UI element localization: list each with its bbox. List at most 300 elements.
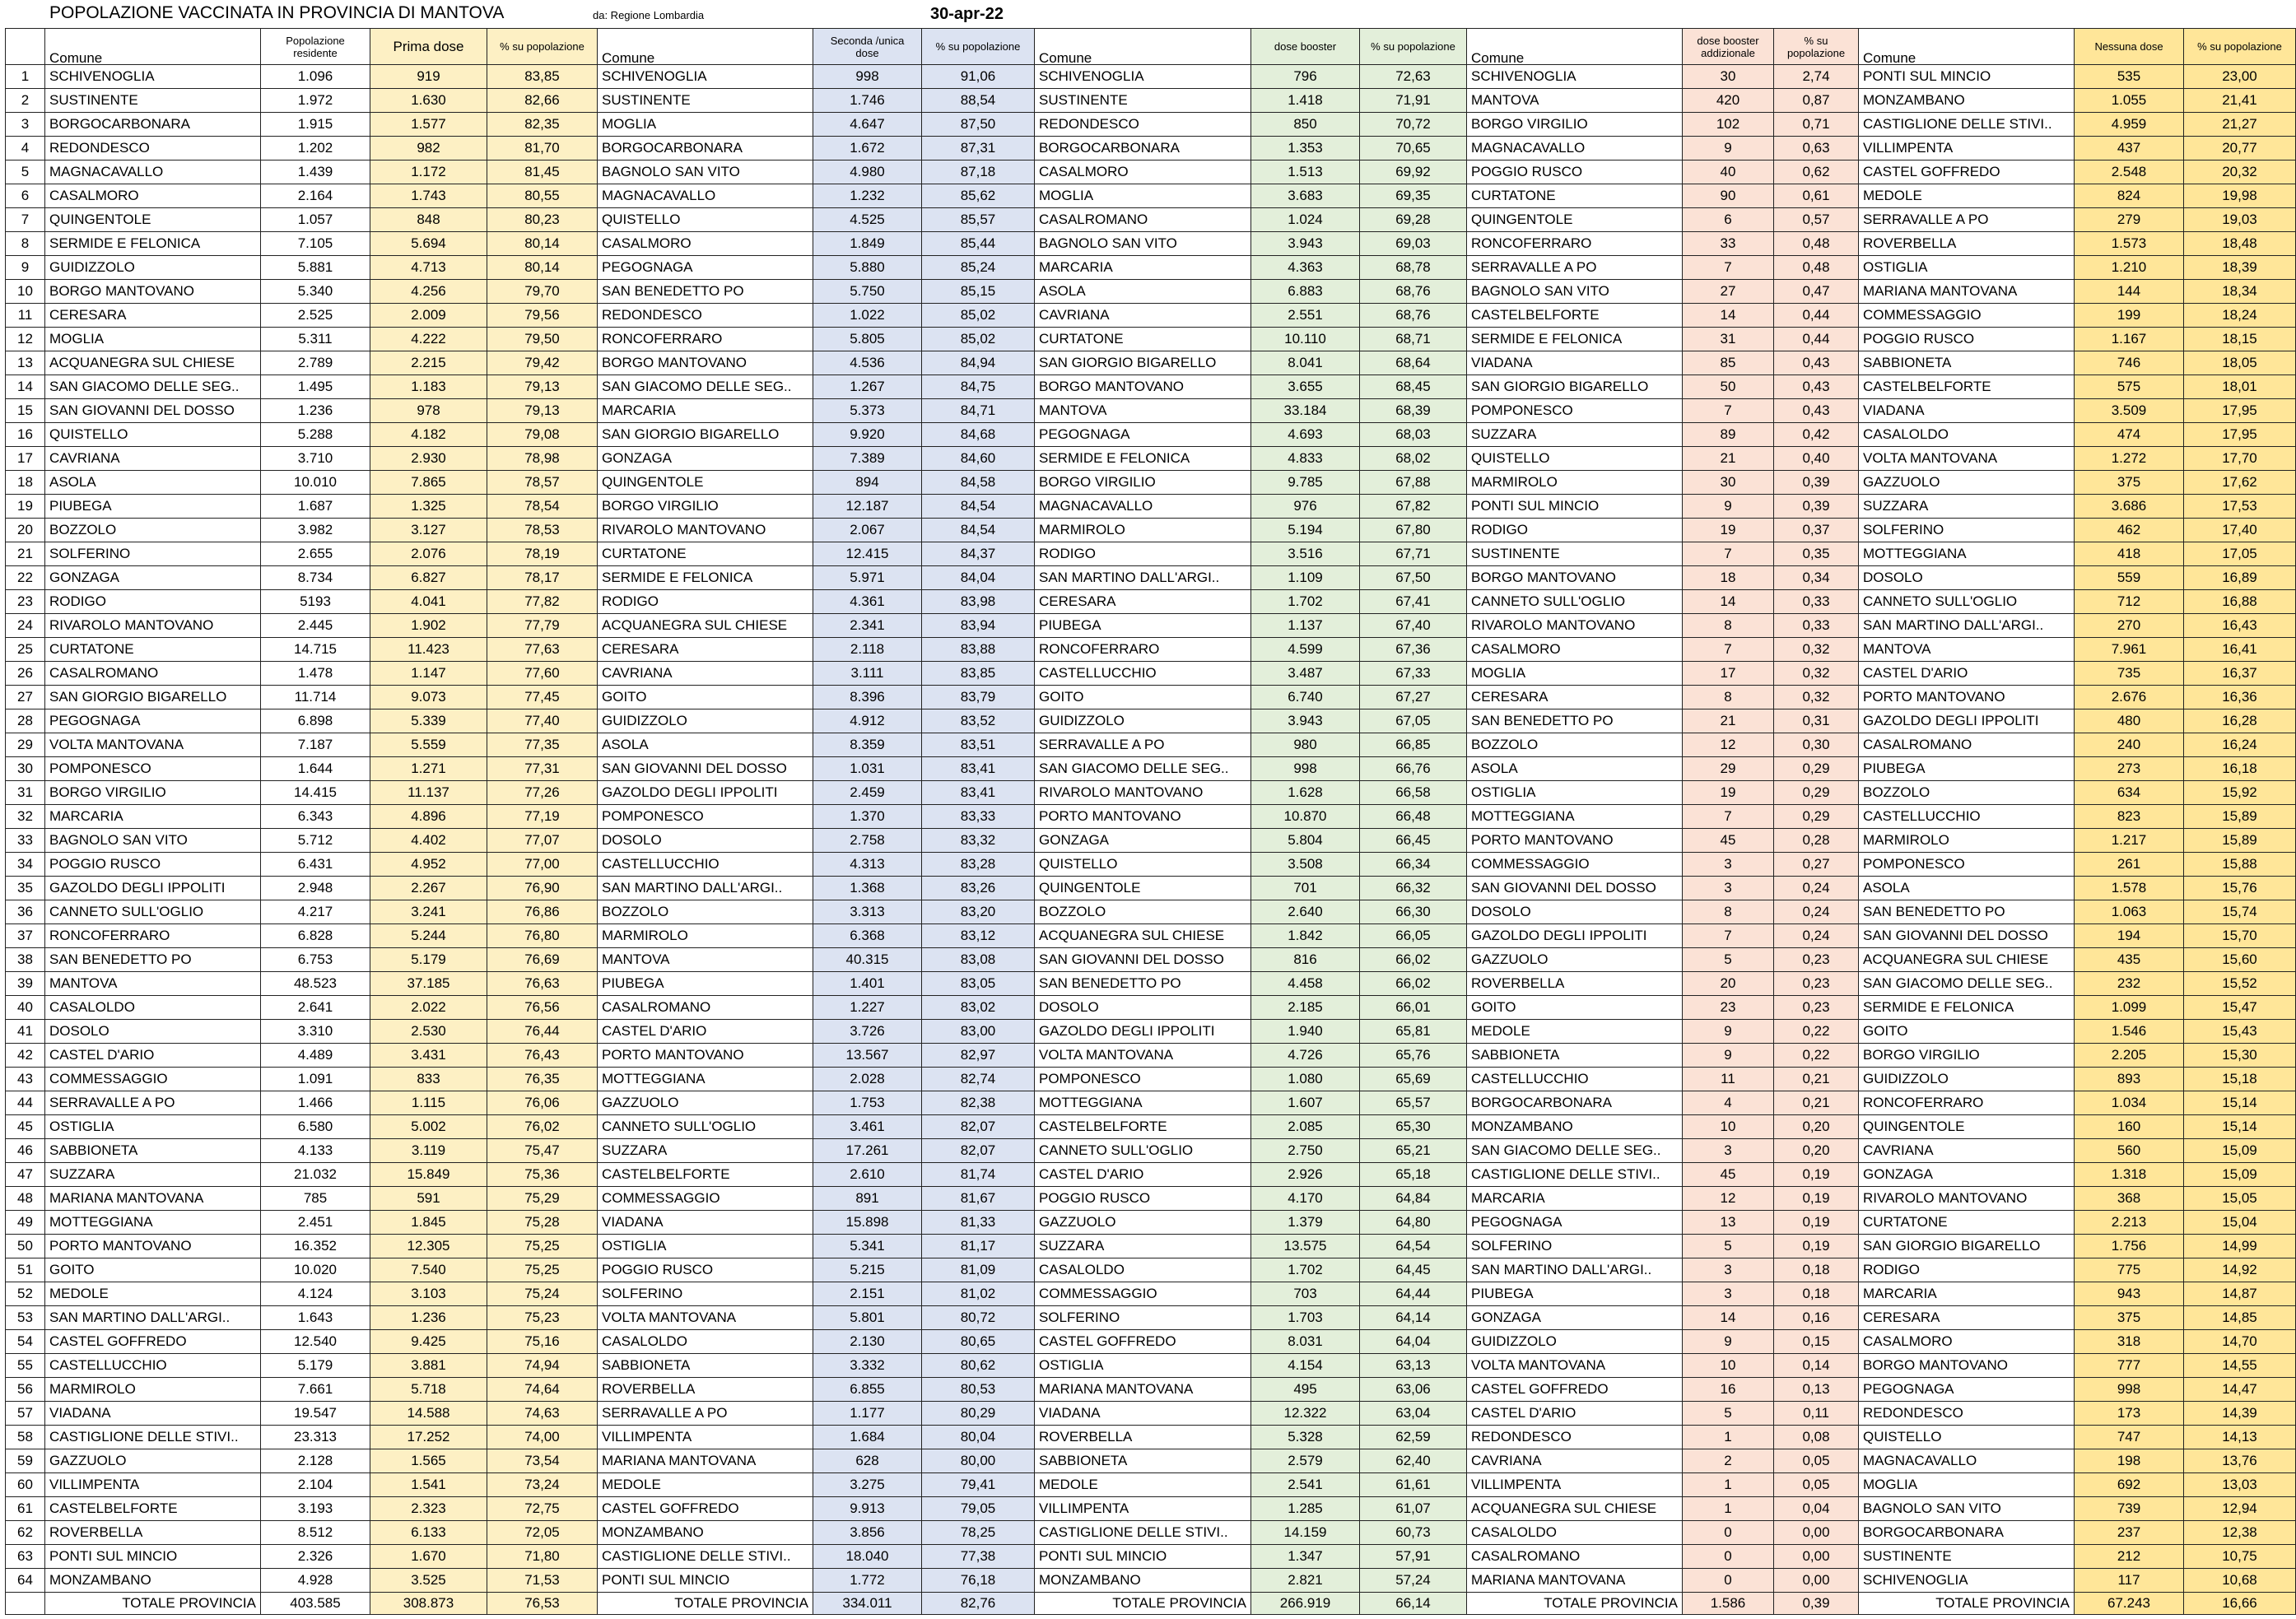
dose-booster-addizionale: 12 xyxy=(1683,1187,1774,1211)
popolazione-residente: 4.133 xyxy=(261,1139,370,1163)
nessuna-dose: 368 xyxy=(2075,1187,2184,1211)
popolazione-residente: 1.236 xyxy=(261,399,370,423)
perc-prima-dose: 73,54 xyxy=(487,1449,598,1473)
comune: CERESARA xyxy=(1467,686,1683,709)
perc-prima-dose: 75,29 xyxy=(487,1187,598,1211)
comune: CERESARA xyxy=(598,638,813,662)
popolazione-residente: 2.655 xyxy=(261,542,370,566)
comune: VIADANA xyxy=(1035,1402,1251,1426)
table-row xyxy=(6,686,2296,709)
comune: VILLIMPENTA xyxy=(1035,1497,1251,1521)
comune: BAGNOLO SAN VITO xyxy=(1467,280,1683,304)
dose-booster-addizionale: 3 xyxy=(1683,1282,1774,1306)
comune: VILLIMPENTA xyxy=(598,1426,813,1449)
comune: SUSTINENTE xyxy=(1467,542,1683,566)
comune: PEGOGNAGA xyxy=(1467,1211,1683,1235)
seconda-dose: 9.913 xyxy=(813,1497,922,1521)
perc-nessuna-dose: 17,95 xyxy=(2184,399,2296,423)
popolazione-residente: 14.715 xyxy=(261,638,370,662)
perc-seconda-dose: 83,26 xyxy=(922,877,1035,900)
perc-dose-booster: 69,03 xyxy=(1360,232,1467,256)
row-index: 64 xyxy=(6,1569,45,1593)
comune: CASALROMANO xyxy=(1035,208,1251,232)
table-row xyxy=(6,1521,2296,1545)
comune: RODIGO xyxy=(45,590,261,614)
dose-booster-addizionale: 14 xyxy=(1683,1306,1774,1330)
dose-booster: 495 xyxy=(1251,1378,1360,1402)
seconda-dose: 12.187 xyxy=(813,495,922,519)
table-row xyxy=(6,113,2296,137)
perc-prima-dose: 77,31 xyxy=(487,757,598,781)
comune: CASTELBELFORTE xyxy=(1859,375,2075,399)
nessuna-dose: 375 xyxy=(2075,471,2184,495)
perc-prima-dose: 75,16 xyxy=(487,1330,598,1354)
seconda-dose: 4.647 xyxy=(813,113,922,137)
perc-nessuna-dose: 15,43 xyxy=(2184,1020,2296,1044)
nessuna-dose: 747 xyxy=(2075,1426,2184,1449)
dose-booster: 1.607 xyxy=(1251,1091,1360,1115)
seconda-dose: 3.313 xyxy=(813,900,922,924)
perc-booster-addizionale: 0,71 xyxy=(1774,113,1859,137)
popolazione-residente: 6.828 xyxy=(261,924,370,948)
seconda-dose: 628 xyxy=(813,1449,922,1473)
prima-dose: 4.182 xyxy=(370,423,487,447)
popolazione-residente: 6.431 xyxy=(261,853,370,877)
comune: QUINGENTOLE xyxy=(598,471,813,495)
perc-booster-addizionale: 0,48 xyxy=(1774,256,1859,280)
prima-dose: 15.849 xyxy=(370,1163,487,1187)
perc-prima-dose: 75,25 xyxy=(487,1235,598,1258)
table-row xyxy=(6,1569,2296,1593)
prima-dose: 982 xyxy=(370,137,487,161)
perc-dose-booster: 66,34 xyxy=(1360,853,1467,877)
comune: GAZOLDO DEGLI IPPOLITI xyxy=(1467,924,1683,948)
row-index: 33 xyxy=(6,829,45,853)
perc-nessuna-dose: 15,14 xyxy=(2184,1091,2296,1115)
perc-prima-dose: 77,60 xyxy=(487,662,598,686)
seconda-dose: 1.746 xyxy=(813,89,922,113)
perc-seconda-dose: 76,18 xyxy=(922,1569,1035,1593)
comune: QUINGENTOLE xyxy=(1859,1115,2075,1139)
dose-booster: 2.541 xyxy=(1251,1473,1360,1497)
comune: QUINGENTOLE xyxy=(1467,208,1683,232)
comune: DOSOLO xyxy=(45,1020,261,1044)
row-index: 39 xyxy=(6,972,45,996)
comune: CASALROMANO xyxy=(1467,1545,1683,1569)
perc-dose-booster: 66,76 xyxy=(1360,757,1467,781)
comune: MAGNACAVALLO xyxy=(598,184,813,208)
prima-dose: 2.215 xyxy=(370,351,487,375)
comune: MOGLIA xyxy=(45,328,261,351)
dose-booster-addizionale: 1 xyxy=(1683,1497,1774,1521)
prima-dose: 5.559 xyxy=(370,733,487,757)
prima-dose: 591 xyxy=(370,1187,487,1211)
perc-prima-dose: 75,23 xyxy=(487,1306,598,1330)
popolazione-residente: 2.104 xyxy=(261,1473,370,1497)
comune: POGGIO RUSCO xyxy=(1467,161,1683,184)
perc-nessuna-dose: 15,88 xyxy=(2184,853,2296,877)
comune: SUZZARA xyxy=(45,1163,261,1187)
header-nessuna-dose: Nessuna dose xyxy=(2075,29,2184,65)
perc-booster-addizionale: 0,32 xyxy=(1774,686,1859,709)
perc-booster-addizionale: 0,21 xyxy=(1774,1091,1859,1115)
nessuna-dose: 559 xyxy=(2075,566,2184,590)
totals-label: TOTALE PROVINCIA xyxy=(598,1593,813,1615)
dose-booster: 8.041 xyxy=(1251,351,1360,375)
perc-nessuna-dose: 14,70 xyxy=(2184,1330,2296,1354)
table-row xyxy=(6,328,2296,351)
row-index: 62 xyxy=(6,1521,45,1545)
row-index: 24 xyxy=(6,614,45,638)
seconda-dose: 1.227 xyxy=(813,996,922,1020)
comune: RONCOFERRARO xyxy=(598,328,813,351)
perc-dose-booster: 64,54 xyxy=(1360,1235,1467,1258)
comune: GUIDIZZOLO xyxy=(1467,1330,1683,1354)
seconda-dose: 2.028 xyxy=(813,1068,922,1091)
perc-nessuna-dose: 18,34 xyxy=(2184,280,2296,304)
perc-dose-booster: 65,81 xyxy=(1360,1020,1467,1044)
dose-booster-addizionale: 14 xyxy=(1683,304,1774,328)
popolazione-residente: 23.313 xyxy=(261,1426,370,1449)
perc-dose-booster: 68,76 xyxy=(1360,304,1467,328)
comune: CASTIGLIONE DELLE STIVI.. xyxy=(1859,113,2075,137)
comune: SAN MARTINO DALL'ARGI.. xyxy=(1035,566,1251,590)
perc-prima-dose: 81,70 xyxy=(487,137,598,161)
comune: MANTOVA xyxy=(1859,638,2075,662)
seconda-dose: 894 xyxy=(813,471,922,495)
nessuna-dose: 480 xyxy=(2075,709,2184,733)
perc-nessuna-dose: 13,76 xyxy=(2184,1449,2296,1473)
seconda-dose: 1.267 xyxy=(813,375,922,399)
comune: CASALOLDO xyxy=(45,996,261,1020)
perc-prima-dose: 76,90 xyxy=(487,877,598,900)
comune: GAZZUOLO xyxy=(1859,471,2075,495)
prima-dose: 5.244 xyxy=(370,924,487,948)
total-perc-prima-dose: 76,53 xyxy=(487,1593,598,1615)
dose-booster: 4.458 xyxy=(1251,972,1360,996)
comune: CERESARA xyxy=(45,304,261,328)
table-row xyxy=(6,829,2296,853)
perc-seconda-dose: 85,44 xyxy=(922,232,1035,256)
dose-booster: 1.379 xyxy=(1251,1211,1360,1235)
perc-nessuna-dose: 10,68 xyxy=(2184,1569,2296,1593)
seconda-dose: 5.341 xyxy=(813,1235,922,1258)
dose-booster-addizionale: 16 xyxy=(1683,1378,1774,1402)
perc-nessuna-dose: 16,18 xyxy=(2184,757,2296,781)
comune: CASTELLUCCHIO xyxy=(45,1354,261,1378)
comune: VILLIMPENTA xyxy=(1859,137,2075,161)
perc-nessuna-dose: 15,52 xyxy=(2184,972,2296,996)
perc-dose-booster: 63,04 xyxy=(1360,1402,1467,1426)
comune: CASTEL D'ARIO xyxy=(598,1020,813,1044)
perc-nessuna-dose: 15,04 xyxy=(2184,1211,2296,1235)
comune: CASALMORO xyxy=(1035,161,1251,184)
comune: MAGNACAVALLO xyxy=(1467,137,1683,161)
perc-booster-addizionale: 0,20 xyxy=(1774,1115,1859,1139)
perc-prima-dose: 78,19 xyxy=(487,542,598,566)
comune: SUZZARA xyxy=(1859,495,2075,519)
comune: MARCARIA xyxy=(1035,256,1251,280)
comune: SERRAVALLE A PO xyxy=(598,1402,813,1426)
comune: PIUBEGA xyxy=(45,495,261,519)
comune: SABBIONETA xyxy=(598,1354,813,1378)
comune: QUISTELLO xyxy=(1035,853,1251,877)
perc-seconda-dose: 83,94 xyxy=(922,614,1035,638)
popolazione-residente: 1.478 xyxy=(261,662,370,686)
nessuna-dose: 777 xyxy=(2075,1354,2184,1378)
perc-prima-dose: 72,75 xyxy=(487,1497,598,1521)
dose-booster-addizionale: 3 xyxy=(1683,1258,1774,1282)
comune: VIADANA xyxy=(45,1402,261,1426)
table-row xyxy=(6,805,2296,829)
perc-dose-booster: 67,88 xyxy=(1360,471,1467,495)
seconda-dose: 1.370 xyxy=(813,805,922,829)
dose-booster: 1.347 xyxy=(1251,1545,1360,1569)
comune: CASTEL D'ARIO xyxy=(1467,1402,1683,1426)
perc-prima-dose: 76,80 xyxy=(487,924,598,948)
comune: SOLFERINO xyxy=(1859,519,2075,542)
nessuna-dose: 1.217 xyxy=(2075,829,2184,853)
perc-dose-booster: 66,01 xyxy=(1360,996,1467,1020)
dose-booster: 1.628 xyxy=(1251,781,1360,805)
popolazione-residente: 6.343 xyxy=(261,805,370,829)
perc-dose-booster: 64,45 xyxy=(1360,1258,1467,1282)
comune: MONZAMBANO xyxy=(45,1569,261,1593)
seconda-dose: 4.536 xyxy=(813,351,922,375)
seconda-dose: 5.215 xyxy=(813,1258,922,1282)
dose-booster-addizionale: 85 xyxy=(1683,351,1774,375)
perc-prima-dose: 78,53 xyxy=(487,519,598,542)
perc-seconda-dose: 87,18 xyxy=(922,161,1035,184)
comune: QUISTELLO xyxy=(1859,1426,2075,1449)
prima-dose: 6.827 xyxy=(370,566,487,590)
dose-booster: 4.693 xyxy=(1251,423,1360,447)
dose-booster-addizionale: 50 xyxy=(1683,375,1774,399)
comune: QUISTELLO xyxy=(598,208,813,232)
comune: RONCOFERRARO xyxy=(1467,232,1683,256)
perc-prima-dose: 80,55 xyxy=(487,184,598,208)
perc-prima-dose: 78,17 xyxy=(487,566,598,590)
seconda-dose: 4.912 xyxy=(813,709,922,733)
popolazione-residente: 11.714 xyxy=(261,686,370,709)
comune: MANTOVA xyxy=(1467,89,1683,113)
seconda-dose: 3.332 xyxy=(813,1354,922,1378)
comune: CAVRIANA xyxy=(598,662,813,686)
perc-prima-dose: 76,56 xyxy=(487,996,598,1020)
nessuna-dose: 198 xyxy=(2075,1449,2184,1473)
perc-nessuna-dose: 12,94 xyxy=(2184,1497,2296,1521)
comune: MOGLIA xyxy=(1859,1473,2075,1497)
comune: MARMIROLO xyxy=(1035,519,1251,542)
comune: CASALMORO xyxy=(1467,638,1683,662)
nessuna-dose: 1.034 xyxy=(2075,1091,2184,1115)
comune: MARIANA MANTOVANA xyxy=(45,1187,261,1211)
table-row xyxy=(6,948,2296,972)
dose-booster: 3.516 xyxy=(1251,542,1360,566)
sheet-title: POPOLAZIONE VACCINATA IN PROVINCIA DI MANTOVA xyxy=(49,3,505,22)
seconda-dose: 5.750 xyxy=(813,280,922,304)
seconda-dose: 2.459 xyxy=(813,781,922,805)
perc-dose-booster: 67,80 xyxy=(1360,519,1467,542)
perc-prima-dose: 81,45 xyxy=(487,161,598,184)
perc-booster-addizionale: 0,23 xyxy=(1774,972,1859,996)
perc-prima-dose: 75,28 xyxy=(487,1211,598,1235)
dose-booster-addizionale: 7 xyxy=(1683,256,1774,280)
perc-nessuna-dose: 14,85 xyxy=(2184,1306,2296,1330)
comune: CASALROMANO xyxy=(598,996,813,1020)
perc-nessuna-dose: 18,01 xyxy=(2184,375,2296,399)
prima-dose: 5.179 xyxy=(370,948,487,972)
comune: SERRAVALLE A PO xyxy=(1859,208,2075,232)
perc-nessuna-dose: 15,09 xyxy=(2184,1139,2296,1163)
perc-nessuna-dose: 15,30 xyxy=(2184,1044,2296,1068)
popolazione-residente: 7.661 xyxy=(261,1378,370,1402)
perc-dose-booster: 65,69 xyxy=(1360,1068,1467,1091)
row-index: 40 xyxy=(6,996,45,1020)
row-index: 46 xyxy=(6,1139,45,1163)
comune: CURTATONE xyxy=(598,542,813,566)
dose-booster: 1.418 xyxy=(1251,89,1360,113)
perc-seconda-dose: 80,65 xyxy=(922,1330,1035,1354)
nessuna-dose: 692 xyxy=(2075,1473,2184,1497)
nessuna-dose: 173 xyxy=(2075,1402,2184,1426)
dose-booster-addizionale: 10 xyxy=(1683,1354,1774,1378)
nessuna-dose: 998 xyxy=(2075,1378,2184,1402)
dose-booster-addizionale: 13 xyxy=(1683,1211,1774,1235)
perc-nessuna-dose: 16,28 xyxy=(2184,709,2296,733)
comune: VOLTA MANTOVANA xyxy=(45,733,261,757)
nessuna-dose: 575 xyxy=(2075,375,2184,399)
perc-prima-dose: 76,02 xyxy=(487,1115,598,1139)
table-row xyxy=(6,1211,2296,1235)
comune: REDONDESCO xyxy=(1467,1426,1683,1449)
comune: BOZZOLO xyxy=(1859,781,2075,805)
dose-booster-addizionale: 5 xyxy=(1683,1402,1774,1426)
perc-nessuna-dose: 16,89 xyxy=(2184,566,2296,590)
comune: DOSOLO xyxy=(1035,996,1251,1020)
popolazione-residente: 5.179 xyxy=(261,1354,370,1378)
comune: RODIGO xyxy=(1035,542,1251,566)
comune: GUIDIZZOLO xyxy=(1035,709,1251,733)
perc-dose-booster: 62,59 xyxy=(1360,1426,1467,1449)
perc-nessuna-dose: 15,70 xyxy=(2184,924,2296,948)
comune: PONTI SUL MINCIO xyxy=(598,1569,813,1593)
perc-nessuna-dose: 14,87 xyxy=(2184,1282,2296,1306)
table-row xyxy=(6,1115,2296,1139)
dose-booster-addizionale: 10 xyxy=(1683,1115,1774,1139)
perc-seconda-dose: 82,07 xyxy=(922,1115,1035,1139)
seconda-dose: 1.849 xyxy=(813,232,922,256)
perc-nessuna-dose: 15,05 xyxy=(2184,1187,2296,1211)
perc-seconda-dose: 83,41 xyxy=(922,757,1035,781)
row-index: 15 xyxy=(6,399,45,423)
perc-booster-addizionale: 0,24 xyxy=(1774,924,1859,948)
comune: RONCOFERRARO xyxy=(1859,1091,2075,1115)
nessuna-dose: 1.573 xyxy=(2075,232,2184,256)
popolazione-residente: 3.710 xyxy=(261,447,370,471)
comune: CASTIGLIONE DELLE STIVI.. xyxy=(1035,1521,1251,1545)
dose-booster-addizionale: 45 xyxy=(1683,829,1774,853)
perc-prima-dose: 75,47 xyxy=(487,1139,598,1163)
dose-booster-addizionale: 17 xyxy=(1683,662,1774,686)
prima-dose: 3.103 xyxy=(370,1282,487,1306)
row-index: 30 xyxy=(6,757,45,781)
header-dose-booster-addizionale: dose booster addizionale xyxy=(1683,29,1774,65)
comune: RIVAROLO MANTOVANO xyxy=(45,614,261,638)
comune: SOLFERINO xyxy=(598,1282,813,1306)
perc-booster-addizionale: 0,40 xyxy=(1774,447,1859,471)
dose-booster: 1.702 xyxy=(1251,1258,1360,1282)
dose-booster-addizionale: 8 xyxy=(1683,614,1774,638)
perc-booster-addizionale: 0,43 xyxy=(1774,351,1859,375)
perc-nessuna-dose: 14,13 xyxy=(2184,1426,2296,1449)
perc-prima-dose: 77,63 xyxy=(487,638,598,662)
row-index: 17 xyxy=(6,447,45,471)
comune: SAN GIORGIO BIGARELLO xyxy=(1035,351,1251,375)
popolazione-residente: 1.643 xyxy=(261,1306,370,1330)
popolazione-residente: 5.712 xyxy=(261,829,370,853)
prima-dose: 5.718 xyxy=(370,1378,487,1402)
table-row xyxy=(6,709,2296,733)
table-row xyxy=(6,590,2296,614)
perc-booster-addizionale: 0,13 xyxy=(1774,1378,1859,1402)
popolazione-residente: 5.311 xyxy=(261,328,370,351)
comune: MARMIROLO xyxy=(45,1378,261,1402)
popolazione-residente: 1.644 xyxy=(261,757,370,781)
dose-booster-addizionale: 9 xyxy=(1683,137,1774,161)
perc-booster-addizionale: 0,32 xyxy=(1774,662,1859,686)
comune: GAZOLDO DEGLI IPPOLITI xyxy=(45,877,261,900)
perc-nessuna-dose: 17,95 xyxy=(2184,423,2296,447)
table-row xyxy=(6,996,2296,1020)
nessuna-dose: 270 xyxy=(2075,614,2184,638)
comune: PIUBEGA xyxy=(598,972,813,996)
dose-booster-addizionale: 31 xyxy=(1683,328,1774,351)
perc-nessuna-dose: 10,75 xyxy=(2184,1545,2296,1569)
row-index: 29 xyxy=(6,733,45,757)
dose-booster-addizionale: 18 xyxy=(1683,566,1774,590)
comune: COMMESSAGGIO xyxy=(1467,853,1683,877)
popolazione-residente: 1.057 xyxy=(261,208,370,232)
seconda-dose: 2.341 xyxy=(813,614,922,638)
comune: BORGO VIRGILIO xyxy=(45,781,261,805)
comune: CURTATONE xyxy=(45,638,261,662)
nessuna-dose: 240 xyxy=(2075,733,2184,757)
prima-dose: 17.252 xyxy=(370,1426,487,1449)
perc-booster-addizionale: 0,47 xyxy=(1774,280,1859,304)
perc-seconda-dose: 83,12 xyxy=(922,924,1035,948)
comune: BAGNOLO SAN VITO xyxy=(1859,1497,2075,1521)
comune: OSTIGLIA xyxy=(1467,781,1683,805)
header-perc-seconda-dose: % su popolazione xyxy=(922,29,1035,65)
prima-dose: 2.267 xyxy=(370,877,487,900)
perc-dose-booster: 63,13 xyxy=(1360,1354,1467,1378)
totals-label: TOTALE PROVINCIA xyxy=(1035,1593,1251,1615)
comune: SAN GIORGIO BIGARELLO xyxy=(1467,375,1683,399)
comune: SAN BENEDETTO PO xyxy=(598,280,813,304)
perc-dose-booster: 66,30 xyxy=(1360,900,1467,924)
comune: REDONDESCO xyxy=(1859,1402,2075,1426)
popolazione-residente: 1.202 xyxy=(261,137,370,161)
comune: SAN GIACOMO DELLE SEG.. xyxy=(598,375,813,399)
prima-dose: 1.902 xyxy=(370,614,487,638)
comune: SAN MARTINO DALL'ARGI.. xyxy=(1467,1258,1683,1282)
comune: MONZAMBANO xyxy=(598,1521,813,1545)
comune: CASTIGLIONE DELLE STIVI.. xyxy=(45,1426,261,1449)
nessuna-dose: 199 xyxy=(2075,304,2184,328)
comune: GONZAGA xyxy=(1859,1163,2075,1187)
perc-prima-dose: 79,13 xyxy=(487,399,598,423)
